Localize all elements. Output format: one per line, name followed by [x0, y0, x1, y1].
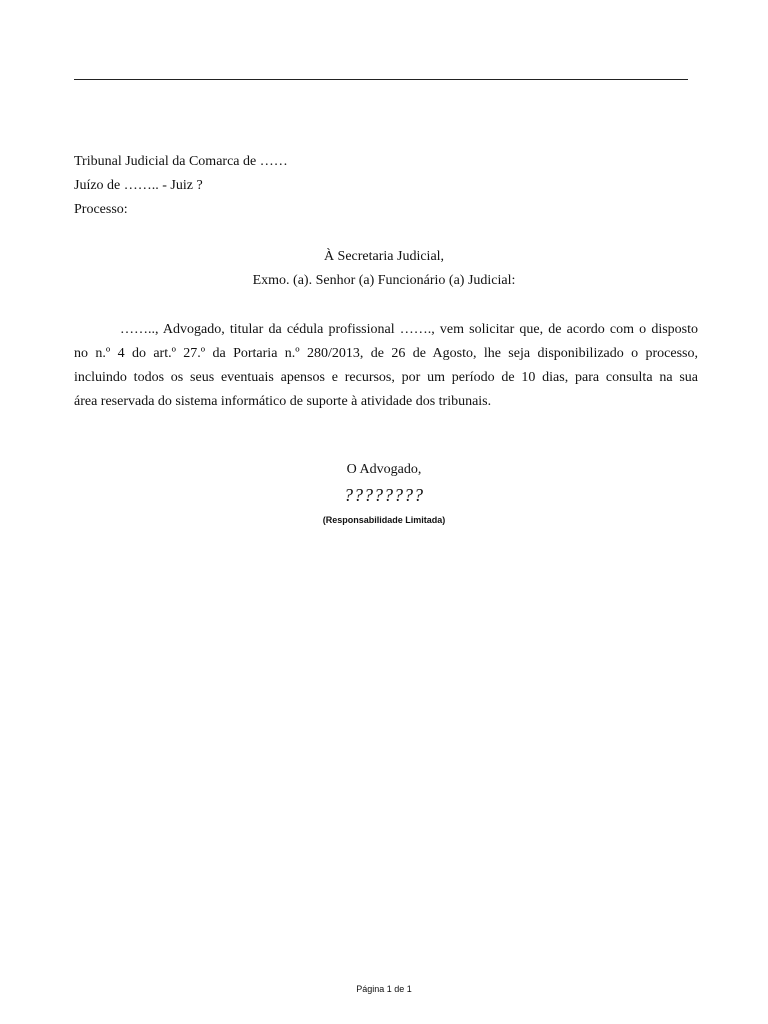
signature-name: ???????? [344, 485, 424, 505]
addressee-line-2: Exmo. (a). Senhor (a) Funcionário (a) Judicial: [252, 273, 516, 288]
paragraph-line: área reservada do sistema informático de suporte à atividade dos tribunais. [74, 394, 492, 409]
paragraph-line: incluindo todos os seus eventuais apensos e recursos, por um período de 10 dias, para consulta na sua [74, 370, 698, 385]
tribunal-line: Tribunal Judicial da Comarca de …… [74, 154, 288, 169]
page-number: Página 1 de 1 [356, 984, 412, 994]
request-paragraph [74, 318, 698, 414]
paragraph-line: no n.º 4 do art.º 27.º da Portaria n.º 280/2013, de 26 de Agosto, lhe seja disponibilizado o processo, [74, 346, 698, 361]
responsibility-note: (Responsabilidade Limitada) [322, 515, 446, 525]
addressee-line-1: À Secretaria Judicial, [323, 249, 445, 264]
juizo-line: Juízo de …….. - Juiz ? [74, 178, 203, 193]
paragraph-line [74, 318, 698, 342]
header-rule [74, 79, 688, 80]
closing-line: O Advogado, [346, 462, 422, 477]
paragraph-line-text: …….., Advogado, titular da cédula profissional ……., vem solicitar que, de acordo com o disposto [120, 322, 698, 337]
processo-line: Processo: [74, 202, 128, 217]
